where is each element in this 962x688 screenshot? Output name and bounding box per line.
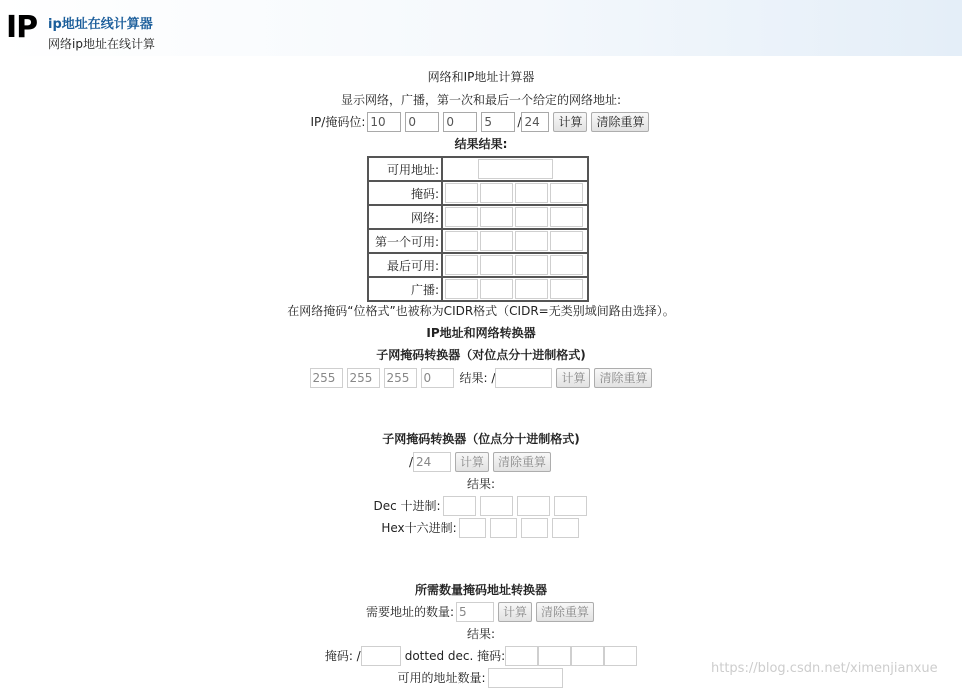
broadcast-octet-2[interactable] xyxy=(480,279,513,299)
ip-octet-4[interactable] xyxy=(481,112,515,132)
calc-title-row xyxy=(0,69,962,85)
first-octet-2[interactable] xyxy=(480,231,513,251)
broadcast-octet-4[interactable] xyxy=(550,279,583,299)
subnet1-result-field[interactable] xyxy=(495,368,552,388)
ip-octet-1[interactable] xyxy=(367,112,401,132)
results-title-row xyxy=(0,136,962,152)
dec-row xyxy=(0,496,962,516)
subnet1-calc-button[interactable]: 计算 xyxy=(556,368,590,388)
count-mask-bits-field[interactable] xyxy=(361,646,401,666)
mask-octet-3[interactable] xyxy=(515,183,548,203)
usable-label: 可用地址: xyxy=(368,157,442,181)
first-label: 第一个可用: xyxy=(368,229,442,253)
subnet1-reset-button[interactable]: 清除重算 xyxy=(594,368,652,388)
count-need-input[interactable] xyxy=(456,602,494,622)
count-input-row xyxy=(0,602,962,622)
count-dotted-label: dotted dec. 掩码: xyxy=(404,649,506,663)
subnet2-title: 子网掩码转换器（位点分十进制格式) xyxy=(382,432,580,446)
ip-label: IP/掩码位: xyxy=(310,115,366,129)
logo: IP xyxy=(6,10,38,45)
subnet1-octet-3[interactable] xyxy=(384,368,417,388)
broadcast-octet-1[interactable] xyxy=(445,279,478,299)
usable-count-field[interactable] xyxy=(478,159,553,179)
count-calc-button[interactable]: 计算 xyxy=(498,602,532,622)
subnet1-octet-1[interactable] xyxy=(310,368,343,388)
calc-title: 网络和IP地址计算器 xyxy=(427,70,535,84)
subnet1-title-row xyxy=(0,347,962,363)
dec-octet-1[interactable] xyxy=(443,496,476,516)
count-need-label: 需要地址的数量: xyxy=(365,605,454,619)
first-octet-1[interactable] xyxy=(445,231,478,251)
hex-octet-1[interactable] xyxy=(459,518,486,538)
cidr-note-row xyxy=(0,303,962,319)
watermark: https://blog.csdn.net/ximenjianxue xyxy=(711,661,938,676)
reset-button[interactable]: 清除重算 xyxy=(591,112,649,132)
network-octet-4[interactable] xyxy=(550,207,583,227)
result-row-mask xyxy=(368,181,588,205)
count-usable-label: 可用的地址数量: xyxy=(397,671,486,685)
page-subtitle: 网络ip地址在线计算 xyxy=(48,37,155,51)
result-row-first xyxy=(368,229,588,253)
hex-octet-4[interactable] xyxy=(552,518,579,538)
last-octet-4[interactable] xyxy=(550,255,583,275)
subnet1-title: 子网掩码转换器（对位点分十进制格式) xyxy=(376,348,586,362)
subnet1-result-label: 结果: / xyxy=(459,371,496,385)
network-label: 网络: xyxy=(368,205,442,229)
count-title: 所需数量掩码地址转换器 xyxy=(414,583,547,597)
subnet2-bits-input[interactable] xyxy=(413,452,451,472)
last-label: 最后可用: xyxy=(368,253,442,277)
subnet2-slash: / xyxy=(408,455,413,469)
subnet2-calc-button[interactable]: 计算 xyxy=(455,452,489,472)
count-dotted-octet-1[interactable] xyxy=(505,646,538,666)
mask-octet-4[interactable] xyxy=(550,183,583,203)
count-dotted-octet-3[interactable] xyxy=(571,646,604,666)
calc-desc-row xyxy=(0,92,962,108)
subnet2-result-row xyxy=(0,476,962,492)
subnet1-octet-2[interactable] xyxy=(347,368,380,388)
count-mask-label: 掩码: / xyxy=(324,649,361,663)
converter-title: IP地址和网络转换器 xyxy=(426,326,536,340)
subnet1-octet-4[interactable] xyxy=(421,368,454,388)
ip-octet-2[interactable] xyxy=(405,112,439,132)
hex-label: Hex十六进制: xyxy=(381,521,457,535)
subnet2-result-label: 结果: xyxy=(466,477,496,491)
mask-octet-1[interactable] xyxy=(445,183,478,203)
first-octet-4[interactable] xyxy=(550,231,583,251)
result-row-usable xyxy=(368,157,588,181)
dec-octet-3[interactable] xyxy=(517,496,550,516)
first-octet-3[interactable] xyxy=(515,231,548,251)
calc-button[interactable]: 计算 xyxy=(553,112,587,132)
ip-input-row xyxy=(0,112,962,132)
dec-label: Dec 十进制: xyxy=(373,499,441,513)
results-title: 结果结果: xyxy=(454,137,508,151)
count-result-row xyxy=(0,626,962,642)
last-octet-1[interactable] xyxy=(445,255,478,275)
result-row-network xyxy=(368,205,588,229)
broadcast-label: 广播: xyxy=(368,277,442,301)
hex-octet-3[interactable] xyxy=(521,518,548,538)
network-octet-1[interactable] xyxy=(445,207,478,227)
subnet2-reset-button[interactable]: 清除重算 xyxy=(493,452,551,472)
cidr-note: 在网络掩码“位格式”也被称为CIDR格式（CIDR=无类别域间路由选择）。 xyxy=(287,304,675,318)
subnet2-input-row xyxy=(0,452,962,472)
subnet1-input-row xyxy=(0,368,962,388)
hex-row xyxy=(0,518,962,538)
converter-title-row xyxy=(0,325,962,341)
count-dotted-octet-4[interactable] xyxy=(604,646,637,666)
page-title[interactable]: ip地址在线计算器 xyxy=(48,17,153,32)
result-row-last xyxy=(368,253,588,277)
mask-label: 掩码: xyxy=(368,181,442,205)
subnet2-title-row xyxy=(0,431,962,447)
count-reset-button[interactable]: 清除重算 xyxy=(536,602,594,622)
hex-octet-2[interactable] xyxy=(490,518,517,538)
network-octet-2[interactable] xyxy=(480,207,513,227)
dec-octet-2[interactable] xyxy=(480,496,513,516)
calc-desc: 显示网络，广播，第一次和最后一个给定的网络地址: xyxy=(340,93,622,107)
mask-slash: / xyxy=(517,115,522,129)
count-dotted-octet-2[interactable] xyxy=(538,646,571,666)
mask-bits-input[interactable] xyxy=(521,112,549,132)
network-octet-3[interactable] xyxy=(515,207,548,227)
dec-octet-4[interactable] xyxy=(554,496,587,516)
results-table xyxy=(367,156,589,302)
mask-octet-2[interactable] xyxy=(480,183,513,203)
count-result-label: 结果: xyxy=(466,627,496,641)
ip-octet-3[interactable] xyxy=(443,112,477,132)
result-row-broadcast xyxy=(368,277,588,301)
count-title-row xyxy=(0,582,962,598)
last-octet-3[interactable] xyxy=(515,255,548,275)
count-usable-field[interactable] xyxy=(488,668,563,688)
broadcast-octet-3[interactable] xyxy=(515,279,548,299)
last-octet-2[interactable] xyxy=(480,255,513,275)
page-header xyxy=(0,0,962,56)
